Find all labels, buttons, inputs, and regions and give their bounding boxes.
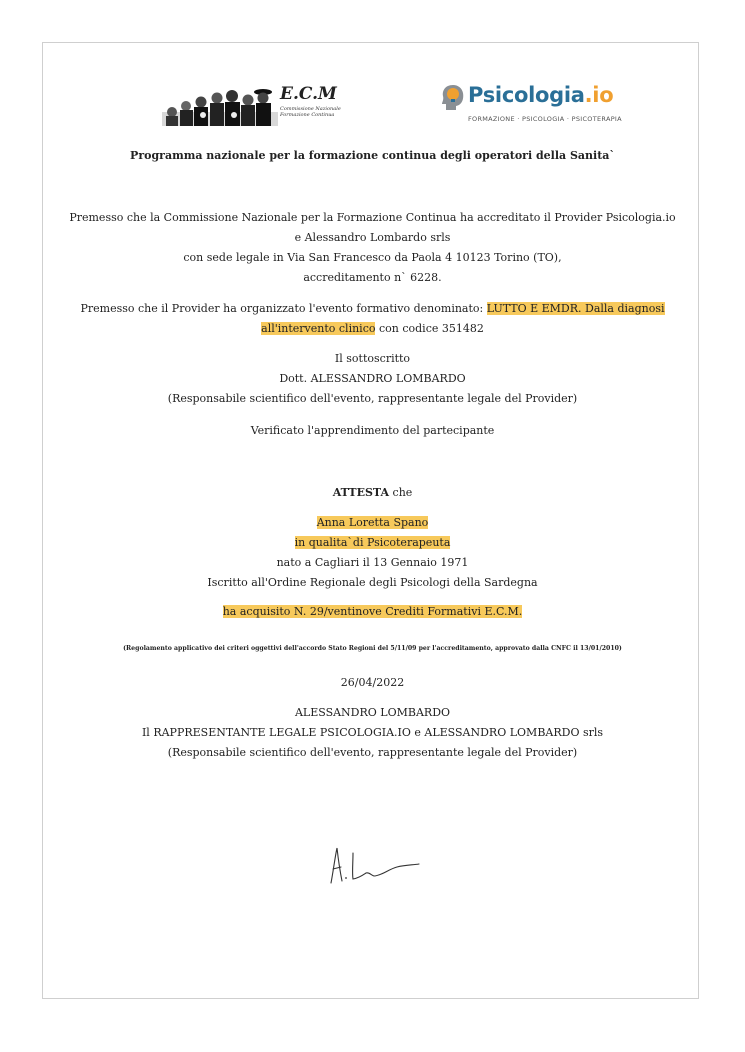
credits-text: ha acquisito N. 29/ventinove Crediti Formativi E.C.M. [222, 605, 523, 618]
credits-line [0, 605, 745, 619]
attesta-word: ATTESTA [332, 486, 390, 499]
footer-name: ALESSANDRO LOMBARDO [294, 706, 451, 719]
psicologia-tagline: FORMAZIONE · PSICOLOGIA · PSICOTERAPIA [468, 115, 622, 123]
ecm-people-illustration [162, 82, 278, 126]
footer-role: (Responsabile scientifico dell'evento, rappresentante legale del Provider) [167, 746, 578, 759]
participant-name: Anna Loretta Spano [316, 516, 429, 529]
signature-image [325, 845, 425, 887]
ecm-subtitle-line1: Commissione Nazionale [280, 106, 341, 112]
event-title-part2: all'intervento clinico [261, 322, 376, 335]
verified-text: Verificato l'apprendimento del partecipante [250, 424, 495, 437]
event-line-1 [0, 302, 745, 316]
ecm-subtitle-line2: Formazione Continua [280, 112, 335, 118]
participant-qualification: in qualita`di Psicoterapeuta [294, 536, 451, 549]
attesta-rest: che [389, 486, 413, 499]
program-title: Programma nazionale per la formazione continua degli operatori della Sanita` [130, 149, 615, 162]
header-logos [0, 78, 745, 128]
psicologia-name: Psicologia [468, 83, 585, 107]
participant-birth: nato a Cagliari il 13 Gennaio 1971 [276, 556, 469, 569]
participant-qualification-line [0, 536, 745, 550]
premise-line-2: e Alessandro Lombardo srls [294, 231, 451, 244]
ecm-logo [162, 82, 352, 126]
head-lightbulb-icon [440, 83, 466, 113]
certificate-date: 26/04/2022 [340, 676, 405, 689]
ecm-logo-title: E.C.M [280, 84, 337, 104]
regulation-note: (Regolamento applicativo dei criteri oggettivi dell'accordo Stato Regioni del 5/11/09 per l'accreditamento, approvato dalla CNFC il 13/01/2010) [123, 645, 622, 652]
event-prefix: Premesso che il Provider ha organizzato l'evento formativo denominato: [80, 302, 487, 315]
signatory-name: Dott. ALESSANDRO LOMBARDO [279, 372, 466, 385]
attesta-line [0, 486, 745, 500]
premise-line-3: con sede legale in Via San Francesco da Paola 4 10123 Torino (TO), [183, 251, 562, 264]
participant-name-line [0, 516, 745, 530]
premise-line-4: accreditamento n` 6228. [303, 271, 442, 284]
event-title-part1: LUTTO E EMDR. Dalla diagnosi [486, 302, 665, 315]
psicologia-wordmark [468, 83, 613, 107]
ecm-logo-subtitle [280, 106, 341, 118]
footer-title: Il RAPPRESENTANTE LEGALE PSICOLOGIA.IO e ALESSANDRO LOMBARDO srls [141, 726, 604, 739]
event-line-2 [0, 322, 745, 336]
participant-registry: Iscritto all'Ordine Regionale degli Psicologi della Sardegna [207, 576, 538, 589]
premise-line-1: Premesso che la Commissione Nazionale per la Formazione Continua ha accreditato il Provider Psicologia.io [69, 211, 676, 224]
signatory-label: Il sottoscritto [334, 352, 411, 365]
event-code: con codice 351482 [375, 322, 484, 335]
signatory-role: (Responsabile scientifico dell'evento, rappresentante legale del Provider) [167, 392, 578, 405]
psicologia-logo [440, 83, 622, 127]
psicologia-tld: .io [584, 83, 614, 107]
